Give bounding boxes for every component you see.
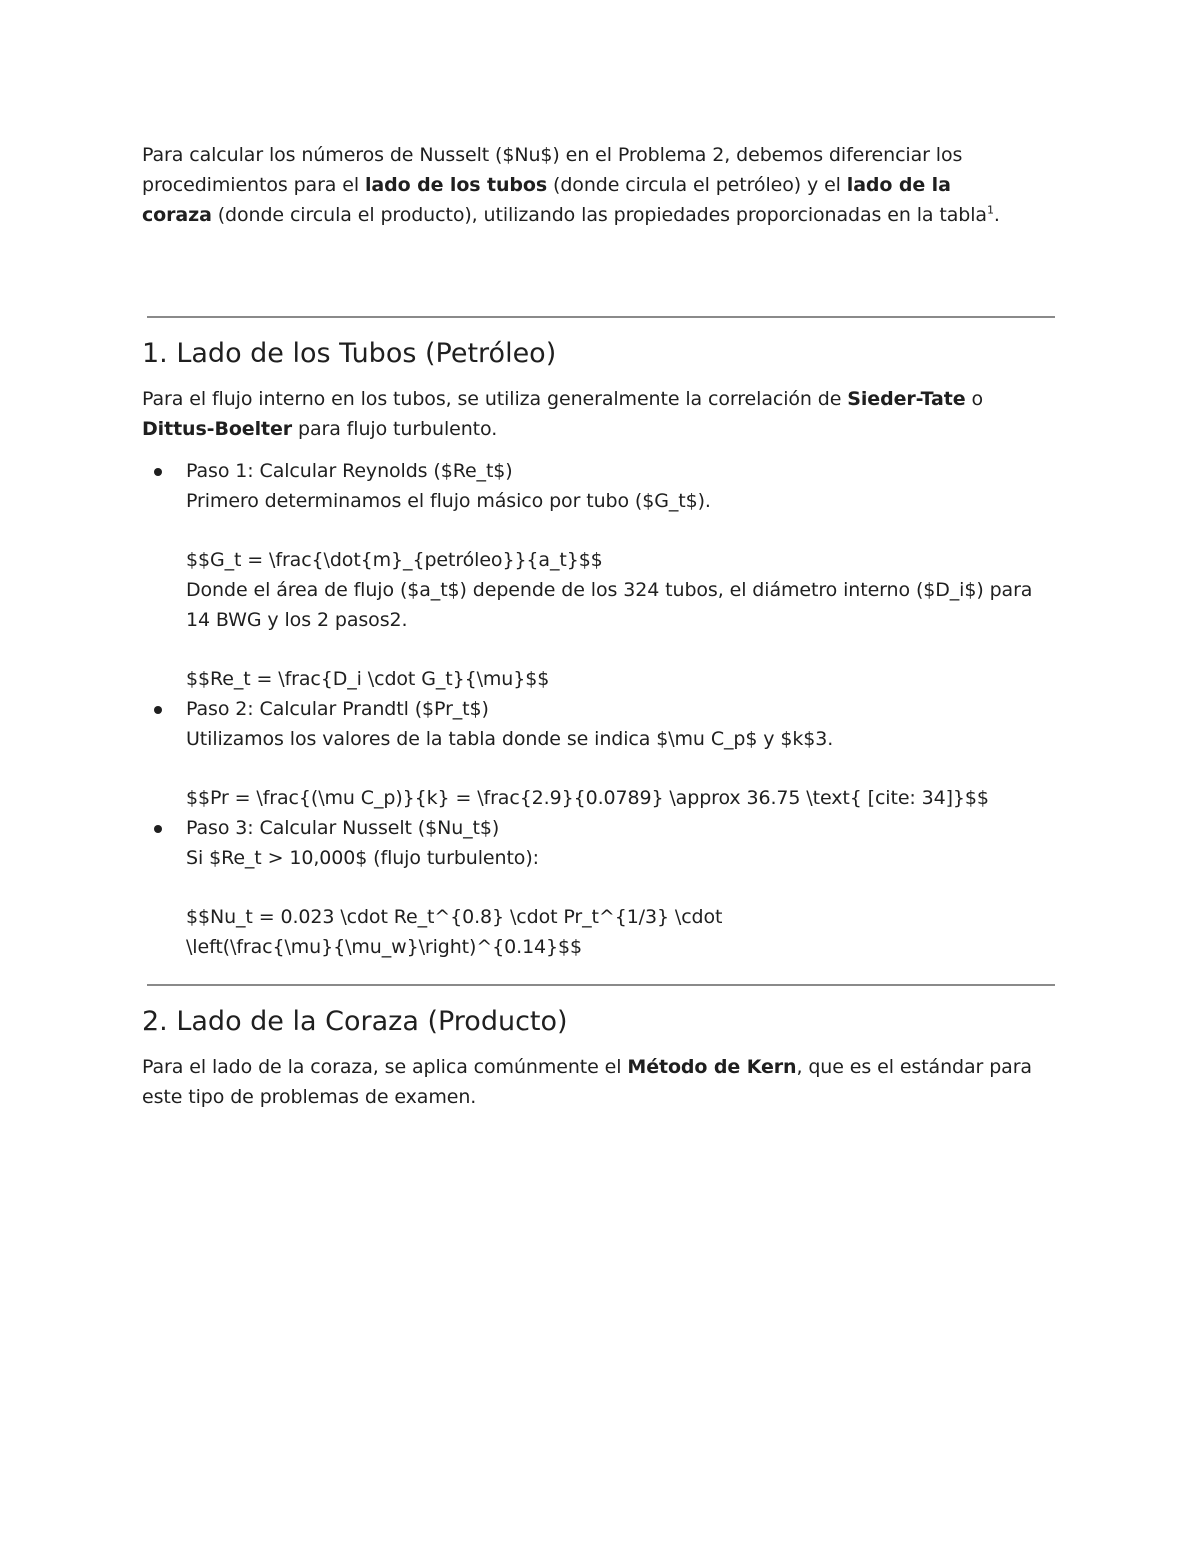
intro-paragraph [142,140,1022,230]
footnote-ref: 1 [986,203,994,217]
s2-text-line-2: este tipo de problemas de examen. [142,1086,477,1108]
step-2-title: Paso 2: Calcular Prandtl ($Pr_t$) [186,698,489,720]
step-1-line-3: 14 BWG y los 2 pasos2. [186,609,408,631]
s1-text-1: Para el flujo interno en los tubos, se utiliza generalmente la correlación de [142,388,848,410]
step-3-line-1: Si $Re_t > 10,000$ (flujo turbulento): [186,847,539,869]
intro-text-1: Para calcular los números de Nusselt ($Nu$) en el Problema 2, debemos diferenciar los procedimientos para el [142,144,963,196]
step-3-formula-1a: $$Nu_t = 0.023 \cdot Re_t^{0.8} \cdot Pr_t^{1/3} \cdot [186,906,723,928]
s1-bold-dittus-boelter: Dittus-Boelter [142,418,293,440]
section-1-paragraph [142,384,1022,444]
step-3-formula-1b: \left(\frac{\mu}{\mu_w}\right)^{0.14}$$ [186,936,583,958]
section-divider-2 [147,984,1055,986]
step-1-line-1: Primero determinamos el flujo másico por tubo ($G_t$). [186,490,711,512]
intro-text-2: (donde circula el petróleo) y el [547,174,847,196]
step-2-formula-1: $$Pr = \frac{(\mu C_p)}{k} = \frac{2.9}{0.0789} \approx 36.75 \text{ [cite: 34]}$$ [186,787,989,809]
bullet-icon [154,468,162,476]
step-1-formula-2: $$Re_t = \frac{D_i \cdot G_t}{\mu}$$ [186,668,550,690]
s2-text-2: , que es el estándar para [796,1056,1032,1078]
s2-bold-kern-method: Método de Kern [627,1056,797,1078]
bullet-icon [154,706,162,714]
section-1-heading: 1. Lado de los Tubos (Petróleo) [142,338,557,369]
intro-text-3: (donde circula el producto), utilizando las propiedades proporcionadas en la tabla [211,204,987,226]
step-2-line-1: Utilizamos los valores de la tabla donde se indica $\mu C_p$ y $k$3. [186,728,834,750]
step-item-1 [142,456,1062,694]
step-3-title: Paso 3: Calcular Nusselt ($Nu_t$) [186,817,500,839]
document-page [142,140,1062,1112]
bullet-icon [154,825,162,833]
step-1-line-2: Donde el área de flujo ($a_t$) depende de los 324 tubos, el diámetro interno ($D_i$) para [186,579,1033,601]
intro-bold-tubes: lado de los tubos [365,174,548,196]
intro-bold-shell: lado de la coraza [142,174,951,226]
intro-text-4: . [993,204,1000,226]
section-2-heading: 2. Lado de la Coraza (Producto) [142,1006,568,1037]
s1-text-2: o [965,388,984,410]
s1-bold-sieder-tate: Sieder-Tate [847,388,966,410]
step-1-title: Paso 1: Calcular Reynolds ($Re_t$) [186,460,513,482]
s2-text-1: Para el lado de la coraza, se aplica comúnmente el [142,1056,628,1078]
step-item-2 [142,694,1062,813]
step-1-formula-1: $$G_t = \frac{\dot{m}_{petróleo}}{a_t}$$ [186,549,603,571]
steps-list [142,456,1062,962]
section-2-paragraph [142,1052,1042,1112]
s1-text-3: para flujo turbulento. [292,418,498,440]
section-divider-1 [147,316,1055,318]
step-item-3 [142,813,1062,962]
